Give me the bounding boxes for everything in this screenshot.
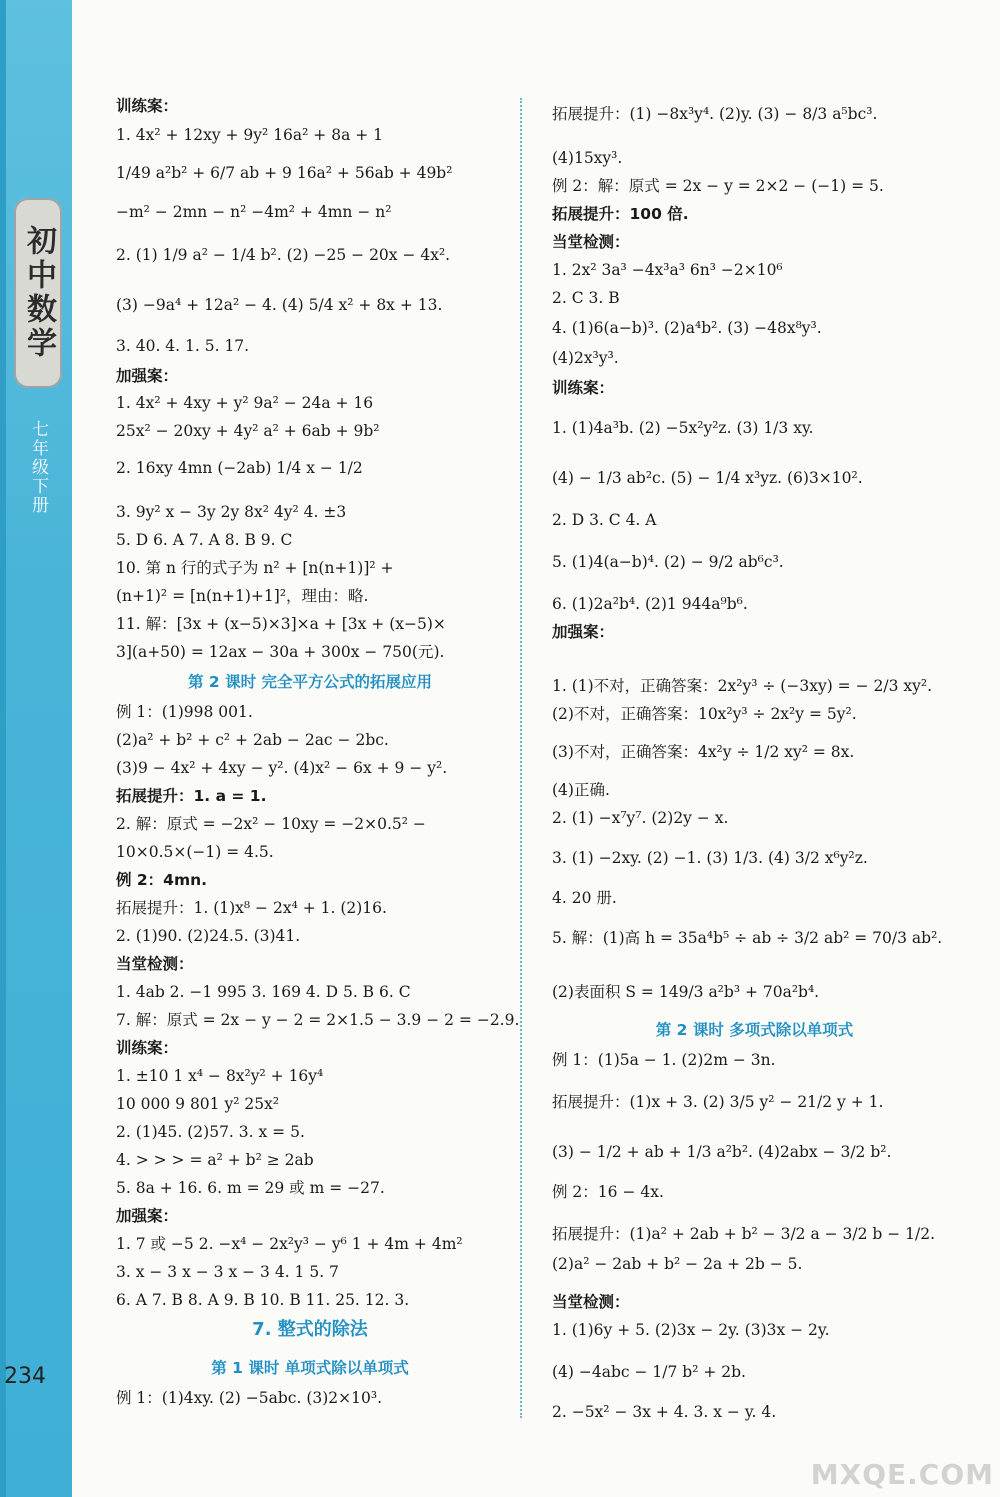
section-title: 第 1 课时 单项式除以单项式 [211,1359,409,1377]
heading: 训练案： [116,1039,179,1057]
answer-line: (4)正确. [552,781,610,799]
answer-line: (4)2x³y³. [552,349,619,367]
answer-line: (2)表面积 S = 149/3 a²b³ + 70a²b⁴. [552,983,820,1001]
answer-line: 1. (1)6y + 5. (2)3x − 2y. (3)3x − 2y. [552,1321,830,1339]
section-title: 第 2 课时 多项式除以单项式 [655,1021,854,1039]
answer-line: 例 1：(1)5a − 1. (2)2m − 3n. [552,1051,776,1069]
answer-line: 11. 解：[3x + (x−5)×3]×a + [3x + (x−5)× [116,615,446,633]
heading: 加强案： [116,1207,179,1225]
answer-line: 3. (1) −2xy. (2) −1. (3) 1/3. (4) 3/2 x⁶y²z. [552,849,868,867]
answer-line: 2. (1) −x⁷y⁷. (2)2y − x. [552,809,729,827]
answer-line: 1. (1)不对，正确答案：2x²y³ ÷ (−3xy) = − 2/3 xy². [552,677,933,695]
answer-line: 5. (1)4(a−b)⁴. (2) − 9/2 ab⁶c³. [552,553,784,571]
answer-line: 1. 2x² 3a³ −4x³a³ 6n³ −2×10⁶ [552,261,783,279]
answer-line: 1. (1)4a³b. (2) −5x²y²z. (3) 1/3 xy. [552,419,814,437]
answer-line: 25x² − 20xy + 4y² a² + 6ab + 9b² [116,422,380,440]
answer-line: 5. 8a + 16. 6. m = 29 或 m = −27. [116,1179,385,1197]
answer-line: (3)9 − 4x² + 4xy − y². (4)x² − 6x + 9 − y². [116,759,448,777]
watermark-logo: MXQE.COM [810,1458,994,1491]
chapter-title: 7. 整式的除法 [252,1319,368,1340]
answer-line: 拓展提升：1. (1)x⁸ − 2x⁴ + 1. (2)16. [116,899,387,917]
answer-line: 例 1：(1)4xy. (2) −5abc. (3)2×10³. [116,1389,382,1407]
answer-line: 例 2：16 − 4x. [552,1183,664,1201]
answer-line: 4. 20 册. [552,889,617,907]
answer-line: 例 2：4mn. [116,871,208,889]
answer-line: 1. ±10 1 x⁴ − 8x²y² + 16y⁴ [116,1067,324,1085]
heading: 加强案： [552,623,615,641]
heading: 当堂检测： [552,1293,630,1311]
answer-line: (3)不对，正确答案：4x²y ÷ 1/2 xy² = 8x. [552,743,855,761]
answer-line: 3. x − 3 x − 3 x − 3 4. 1 5. 7 [116,1263,339,1281]
answer-line: 5. 解：(1)高 h = 35a⁴b⁵ ÷ ab ÷ 3/2 ab² = 70/3 ab². [552,929,943,947]
answer-line: (4)15xy³. [552,149,623,167]
answer-line: 2. 16xy 4mn (−2ab) 1/4 x − 1/2 [116,459,363,477]
answer-line: −m² − 2mn − n² −4m² + 4mn − n² [116,203,392,221]
answer-line: 3](a+50) = 12ax − 30a + 300x − 750(元). [116,643,445,661]
answer-line: 1. 4ab 2. −1 995 3. 169 4. D 5. B 6. C [116,983,411,1001]
answer-line: 4. > > > = a² + b² ≥ 2ab [116,1151,314,1169]
answer-line: 2. (1)90. (2)24.5. (3)41. [116,927,301,945]
answer-line: 6. A 7. B 8. A 9. B 10. B 11. 25. 12. 3. [116,1291,410,1309]
answer-line: 2. C 3. B [552,289,620,307]
answer-line: 10 000 9 801 y² 25x² [116,1095,280,1113]
book-title-block [14,198,62,388]
answer-line: 6. (1)2a²b⁴. (2)1 944a⁹b⁶. [552,595,748,613]
answer-line: 2. 解：原式 = −2x² − 10xy = −2×0.5² − [116,815,426,833]
answer-line: 10. 第 n 行的式子为 n² + [n(n+1)]² + [116,559,394,577]
answer-line: 1. 4x² + 4xy + y² 9a² − 24a + 16 [116,394,374,412]
answer-line: 4. (1)6(a−b)³. (2)a⁴b². (3) −48x⁸y³. [552,319,822,337]
answer-line: 2. D 3. C 4. A [552,511,657,529]
column-divider [520,98,522,1418]
answer-line: 1. 4x² + 12xy + 9y² 16a² + 8a + 1 [116,126,384,144]
grade-label: 七年级下册 [28,420,48,515]
answer-line: (2)a² + b² + c² + 2ab − 2ac − 2bc. [116,731,389,749]
answer-line: 拓展提升：100 倍. [552,205,689,223]
section-title: 第 2 课时 完全平方公式的拓展应用 [188,673,432,691]
heading: 当堂检测： [552,233,630,251]
sidebar-stripe [0,0,6,1497]
answer-line: (4) −4abc − 1/7 b² + 2b. [552,1363,746,1381]
answer-line: 3. 40. 4. 1. 5. 17. [116,337,250,355]
answer-line: 例 2：解：原式 = 2x − y = 2×2 − (−1) = 5. [552,177,884,195]
sidebar-band [0,0,72,1497]
answer-line: 2. −5x² − 3x + 4. 3. x − y. 4. [552,1403,777,1421]
answer-line: 7. 解：原式 = 2x − y − 2 = 2×1.5 − 3.9 − 2 = −2.9. [116,1011,520,1029]
heading: 训练案： [552,379,615,397]
answer-line: 例 1：(1)998 001. [116,703,253,721]
answer-line: (3) −9a⁴ + 12a² − 4. (4) 5/4 x² + 8x + 13. [116,296,443,314]
answer-line: 3. 9y² x − 3y 2y 8x² 4y² 4. ±3 [116,503,347,521]
answer-line: 10×0.5×(−1) = 4.5. [116,843,274,861]
answer-line: 2. (1)45. (2)57. 3. x = 5. [116,1123,305,1141]
page-number: 234 [4,1364,46,1389]
answer-line: 拓展提升：(1)a² + 2ab + b² − 3/2 a − 3/2 b − 1/2. [552,1225,936,1243]
answer-line: 1. 7 或 −5 2. −x⁴ − 2x²y³ − y⁶ 1 + 4m + 4m² [116,1235,463,1253]
answer-line: 拓展提升：(1) −8x³y⁴. (2)y. (3) − 8/3 a⁵bc³. [552,105,878,123]
answer-line: 5. D 6. A 7. A 8. B 9. C [116,531,293,549]
answer-line: 拓展提升：1. a = 1. [116,787,267,805]
answer-line: (2)不对，正确答案：10x²y³ ÷ 2x²y = 5y². [552,705,857,723]
answer-line: (n+1)² = [n(n+1)+1]²，理由：略. [116,587,369,605]
heading: 训练案： [116,97,179,115]
book-title: 初中数学 [21,225,56,361]
heading: 当堂检测： [116,955,194,973]
answer-line: 2. (1) 1/9 a² − 1/4 b². (2) −25 − 20x − 4x². [116,246,451,264]
answer-line: 拓展提升：(1)x + 3. (2) 3/5 y² − 21/2 y + 1. [552,1093,884,1111]
answer-line: (4) − 1/3 ab²c. (5) − 1/4 x³yz. (6)3×10². [552,469,863,487]
answer-line: (2)a² − 2ab + b² − 2a + 2b − 5. [552,1255,803,1273]
heading: 加强案： [116,367,179,385]
answer-line: (3) − 1/2 + ab + 1/3 a²b². (4)2abx − 3/2 b². [552,1143,892,1161]
answer-line: 1/49 a²b² + 6/7 ab + 9 16a² + 56ab + 49b² [116,164,453,182]
